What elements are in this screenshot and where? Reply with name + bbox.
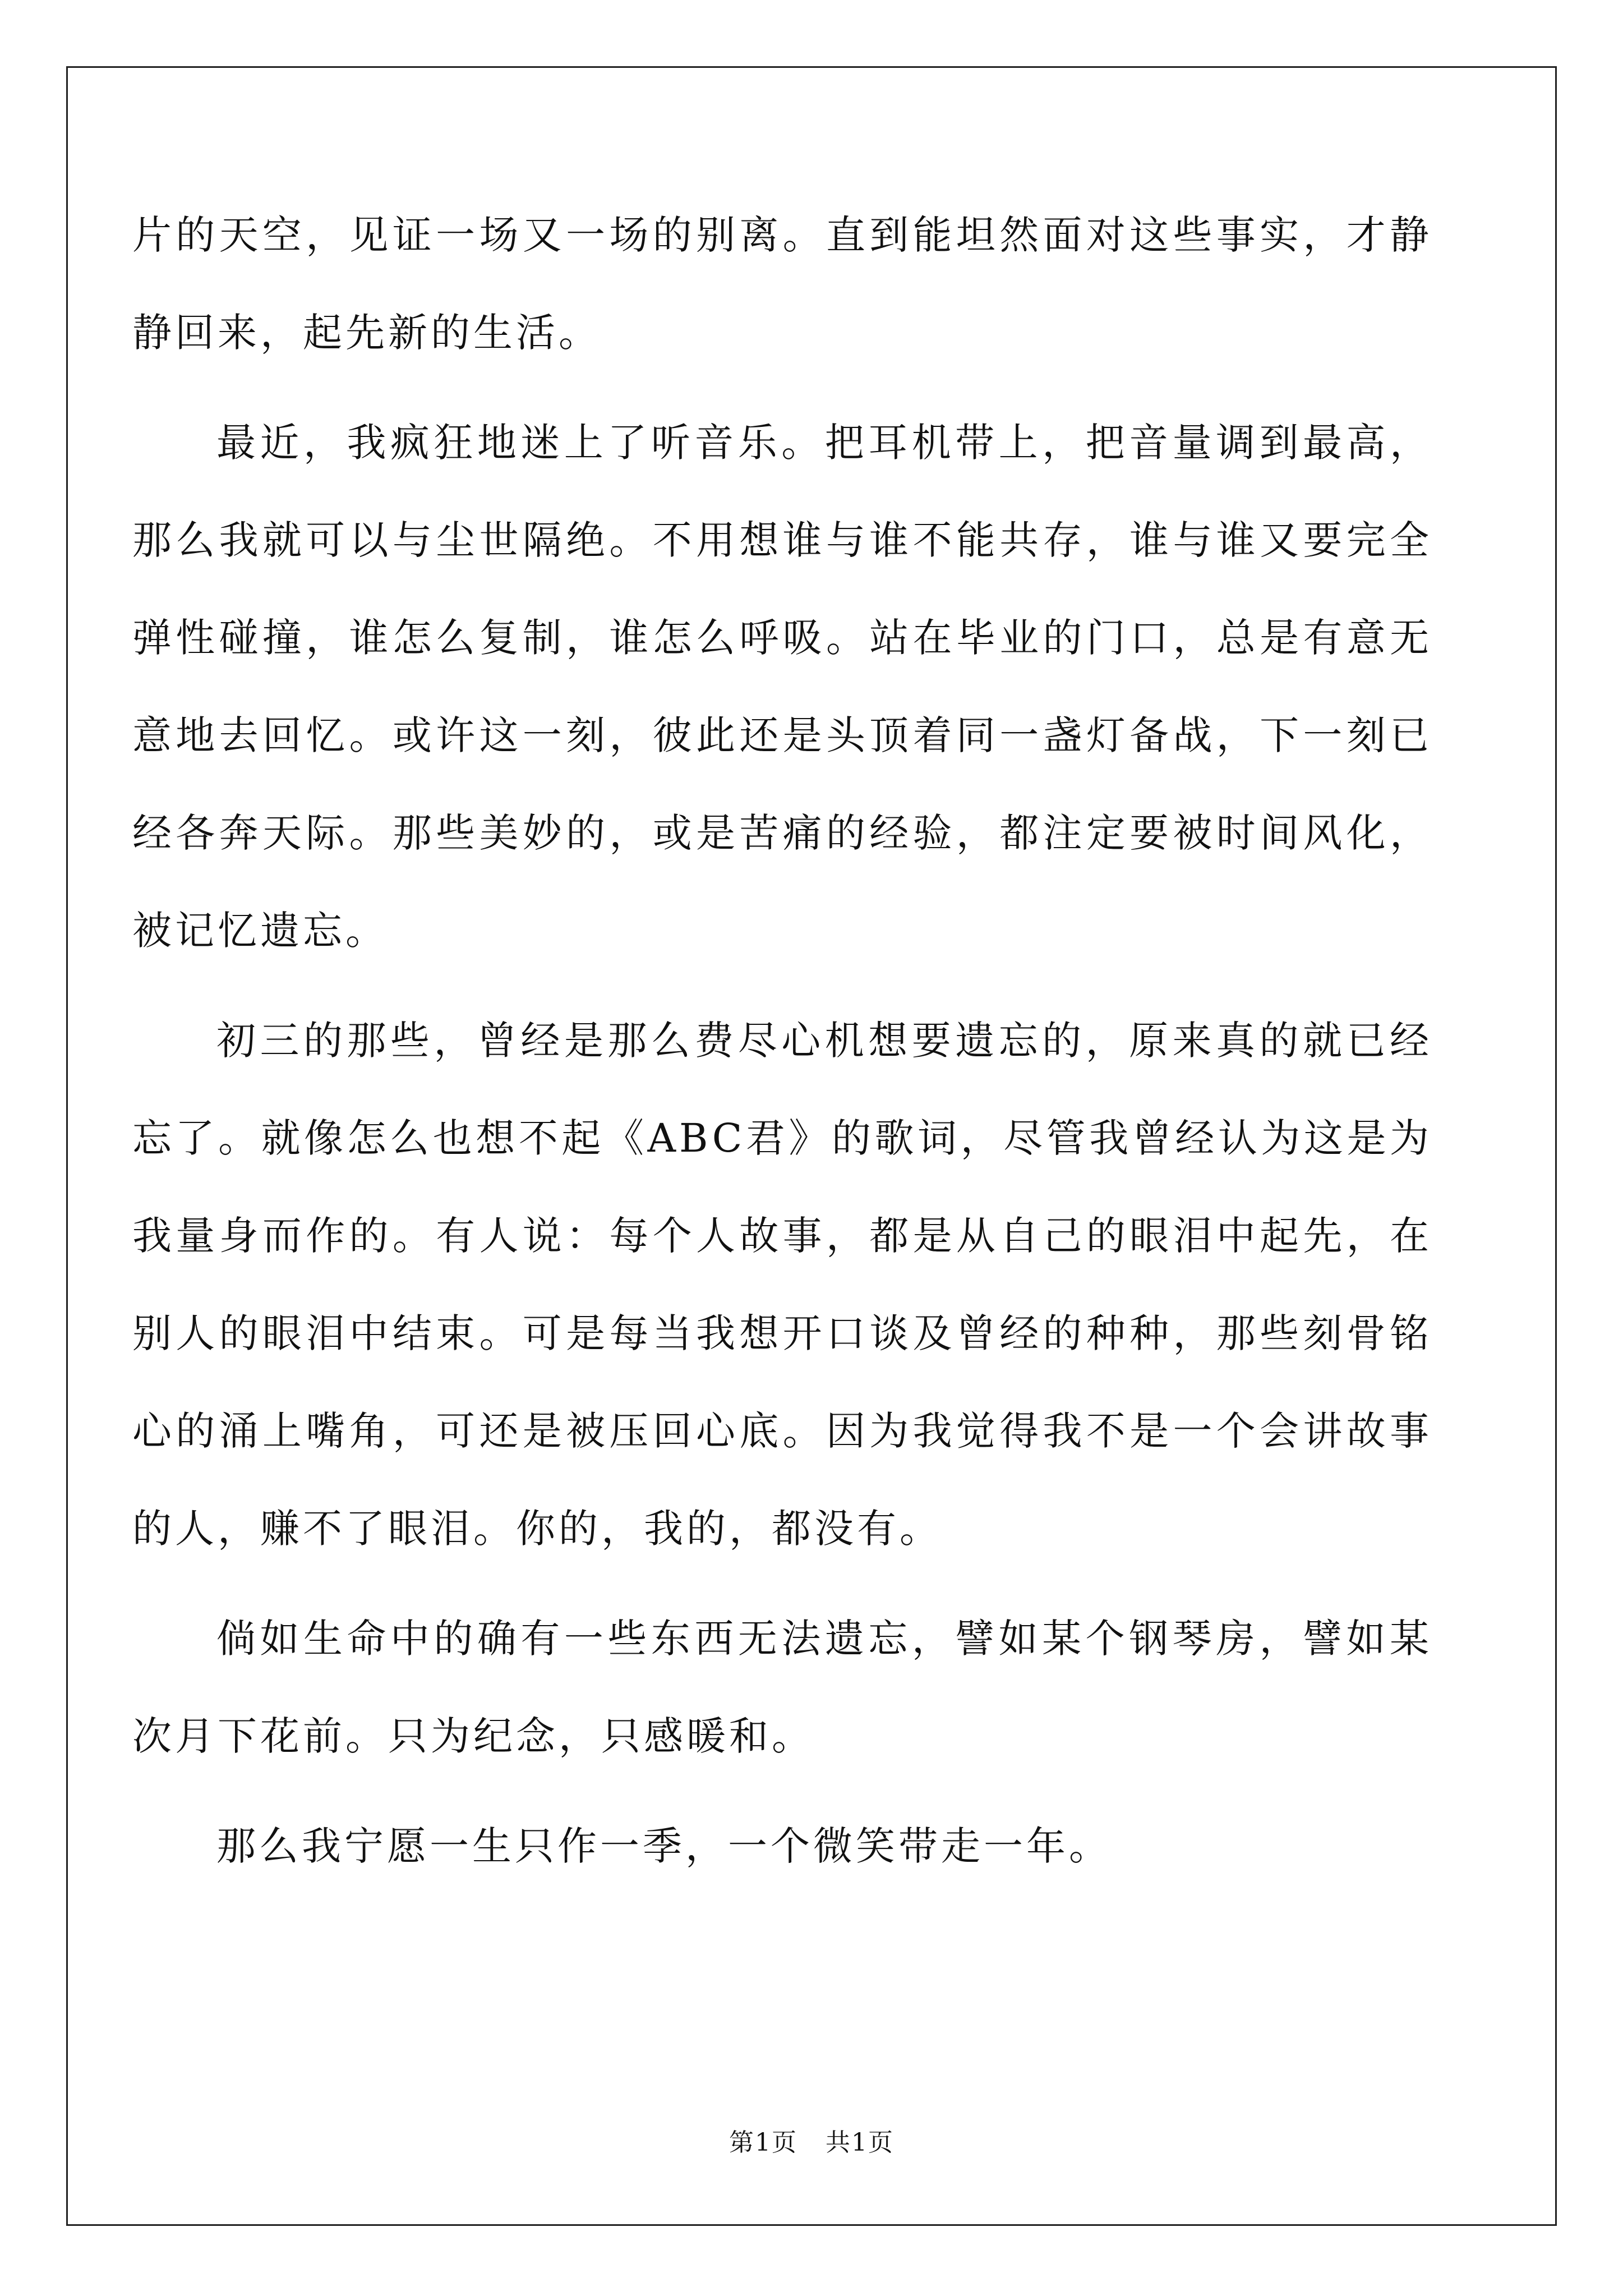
document-body bbox=[132, 186, 1432, 1907]
page-total: 共1页 bbox=[826, 2128, 894, 2157]
paragraph-2: 最近，我疯狂地迷上了听音乐。把耳机带上，把音量调到最高，那么我就可以与尘世隔绝。不用想谁与谁不能共存，谁与谁又要完全弹性碰撞，谁怎么复制，谁怎么呼吸。站在毕业的门口，总是有意无意地去回忆。或许这一刻，彼此还是头顶着同一盏灯备战，下一刻已经各奔天际。那些美妙的，或是苦痛的经验，都注定要被时间风化，被记忆遗忘。 bbox=[132, 420, 1432, 954]
paragraph-1: 片的天空，见证一场又一场的别离。直到能坦然面对这些事实，才静静回来，起先新的生活。 bbox=[132, 212, 1432, 356]
paragraph-4: 倘如生命中的确有一些东西无法遗忘，譬如某个钢琴房，譬如某次月下花前。只为纪念，只感暖和。 bbox=[132, 1616, 1432, 1759]
page-footer bbox=[0, 2126, 1623, 2160]
paragraph-5: 那么我宁愿一生只作一季，一个微笑带走一年。 bbox=[216, 1823, 1112, 1869]
paragraph-3: 初三的那些，曾经是那么费尽心机想要遗忘的，原来真的就已经忘了。就像怎么也想不起《ABC君》的歌词，尽管我曾经认为这是为我量身而作的。有人说：每个人故事，都是从自己的眼泪中起先，在别人的眼泪中结束。可是每当我想开口谈及曾经的种种，那些刻骨铭心的涌上嘴角，可还是被压回心底。因为我觉得我不是一个会讲故事的人，赚不了眼泪。你的，我的，都没有。 bbox=[132, 1018, 1432, 1552]
page-number: 第1页 bbox=[729, 2128, 797, 2157]
